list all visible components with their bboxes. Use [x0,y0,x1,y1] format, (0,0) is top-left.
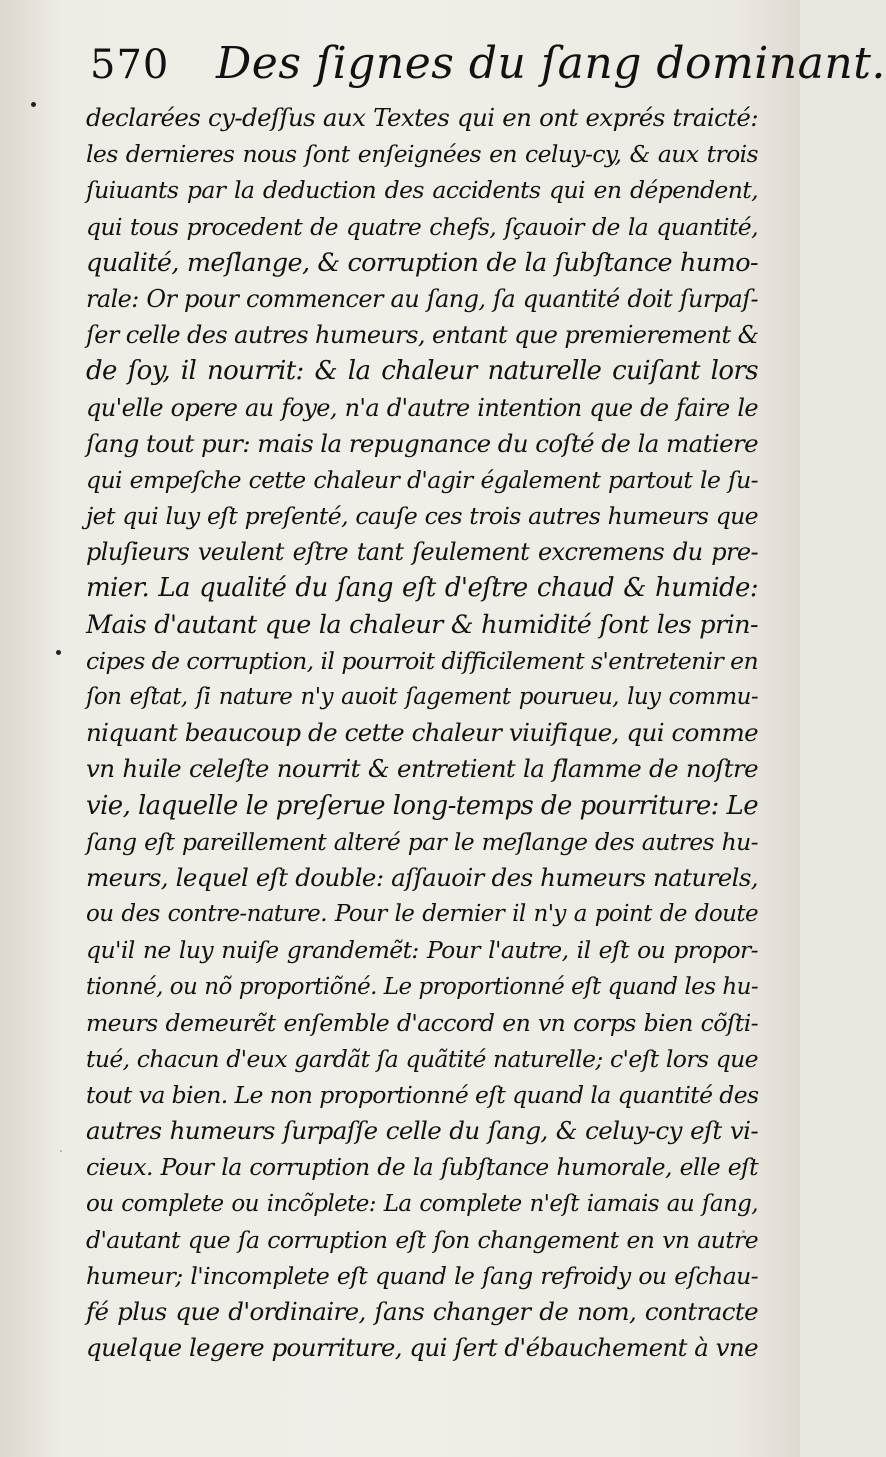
text-line: de ſoy, il nourrit: & la chaleur naturelle cuiſant lors [86,356,758,387]
text-line: fé plus que d'ordinaire, ſans changer de nom, contracte [86,1297,758,1327]
text-line: ou complete ou incõplete: La complete n'eſt iamais au ſang, [86,1190,758,1217]
text-line: meurs demeurẽt enſemble d'accord en vn corps bien cõſti- [86,1008,758,1037]
text-line: ou des contre-nature. Pour le dernier il n'y a point de doute [86,901,758,928]
text-line: cieux. Pour la corruption de la ſubſtance humorale, elle eſt [86,1153,758,1182]
text-line: tué, chacun d'eux gardãt ſa quãtité naturelle; c'eſt lors que [86,1044,758,1073]
running-title: Des ſignes du ſang dominant. [216,38,886,89]
page-number: 570 [90,42,170,88]
text-line: tout va bien. Le non proportionné eſt quand la quantité des [86,1081,759,1110]
text-line: les dernieres nous ſont enſeignées en celuy-cy, & aux trois [86,140,758,169]
text-line: qu'il ne luy nuiſe grandemẽt: Pour l'autre, il eſt ou propor- [86,936,758,965]
text-line: niquant beaucoup de cette chaleur viuifique, qui comme [86,718,758,748]
paper-speck [60,1150,62,1152]
text-line: rale: Or pour commencer au ſang, ſa quantité doit ſurpaſ- [86,284,758,313]
margin-mark [56,650,61,655]
body-text [86,100,758,1367]
text-line: cipes de corruption, il pourroit difficilement s'entretenir en [86,646,758,675]
text-line: ſer celle des autres humeurs, entant que premierement & [86,321,759,350]
text-line: autres humeurs ſurpaſſe celle du ſang, & celuy-cy eſt vi- [86,1116,758,1146]
text-line: qui tous procedent de quatre chefs, ſçauoir de la quantité, [86,212,758,241]
text-line: ſang tout pur: mais la repugnance du coſté de la matiere [86,428,758,458]
text-line: qui empeſche cette chaleur d'agir également partout le ſu- [86,465,758,494]
text-line: declarées cy-deſſus aux Textes qui en ont exprés traicté: [86,103,758,132]
text-line: meurs, lequel eſt double: aſſauoir des humeurs naturels, [86,862,758,892]
margin-mark [31,102,36,107]
text-line: Mais d'autant que la chaleur & humidité ſont les prin- [86,609,758,640]
text-line: quelque legere pourriture, qui ſert d'ébauchement à vne [86,1333,758,1363]
text-line: jet qui luy eſt preſenté, cauſe ces trois autres humeurs que [86,502,758,531]
page-header [90,34,886,100]
text-line: vie, laquelle le preſerue long-temps de pourriture: Le [86,790,758,821]
text-line: tionné, ou nõ proportiõné. Le proportionné eſt quand les hu- [86,973,758,1000]
text-line: pluſieurs veulent eſtre tant ſeulement excremens du pre- [86,538,758,567]
text-line: vn huile celeſte nourrit & entretient la flamme de noſtre [86,754,758,784]
text-line: ſon eſtat, ſi nature n'y auoit ſagement pourueu, luy commu- [86,684,758,710]
text-line: mier. La qualité du ſang eſt d'eſtre chaud & humide: [86,573,758,604]
text-line: qu'elle opere au foye, n'a d'autre intention que de faire le [86,393,758,422]
text-line: ſuiuants par la deduction des accidents qui en dépendent, [86,176,758,205]
text-line: humeur; l'incomplete eſt quand le ſang refroidy ou eſchau- [86,1262,758,1290]
text-line: qualité, meſlange, & corruption de la ſubſtance humo- [86,247,758,278]
text-line: d'autant que ſa corruption eſt ſon changement en vn autre [86,1225,758,1254]
text-line: ſang eſt pareillement alteré par le meſlange des autres hu- [86,827,758,856]
